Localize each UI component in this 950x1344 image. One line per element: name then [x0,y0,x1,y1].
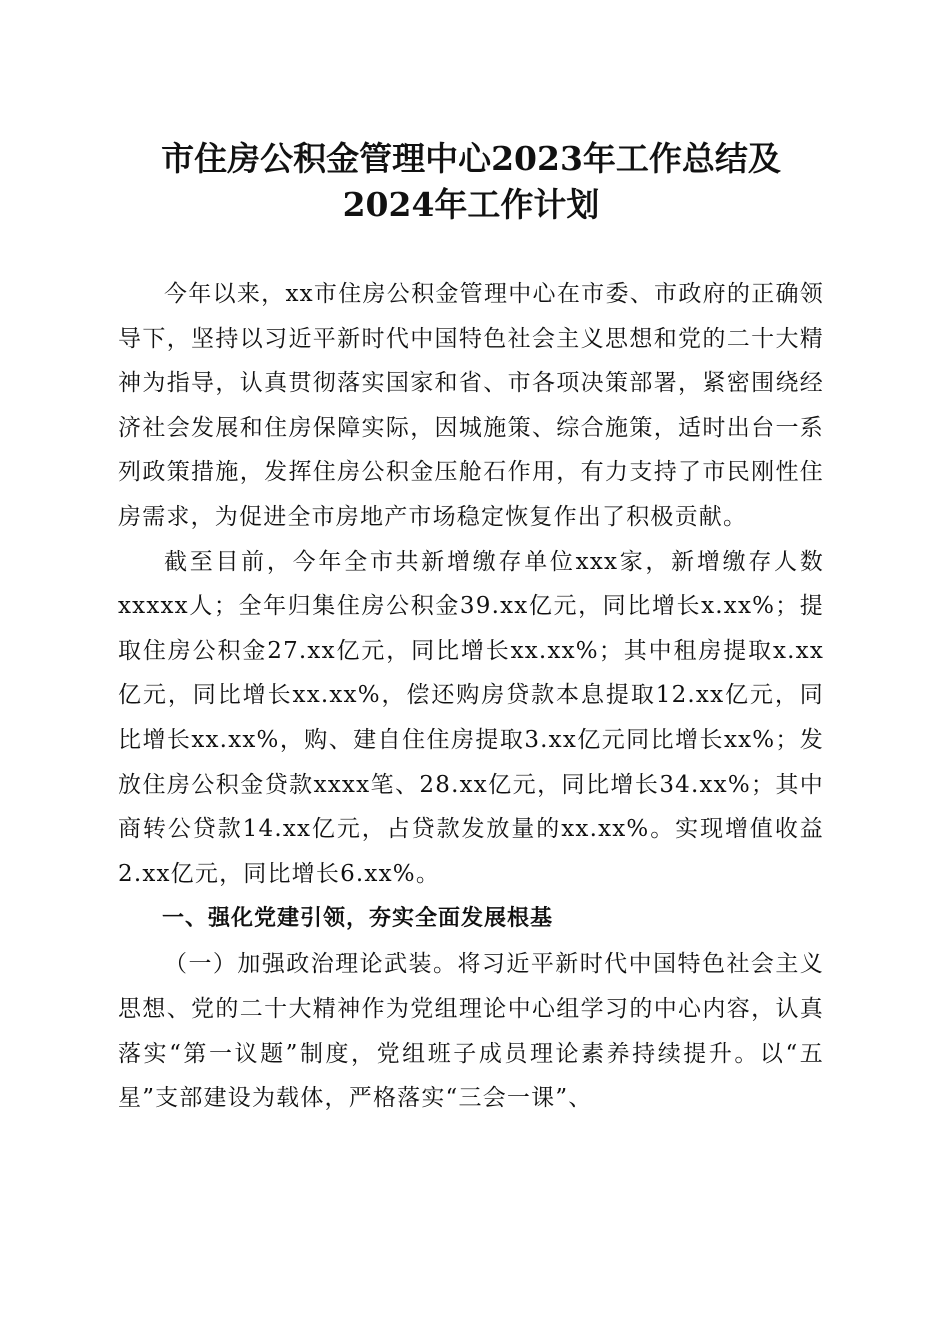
section-heading: 一、强化党建引领，夯实全面发展根基 [162,906,554,932]
subsection-paragraph [118,942,824,1120]
document-page [118,136,824,1121]
subsection-lead: （一）加强政治理论武装。 [164,951,458,978]
statistics-paragraph: 截至目前，今年全市共新增缴存单位xxx家，新增缴存人数xxxxx人；全年归集住房公积金39.xx亿元，同比增长x.xx%；提取住房公积金27.xx亿元，同比增长xx.xx%；其中租房提取x.xx亿元，同比增长xx.xx%，偿还购房贷款本息提取12.xx亿元，同比增长xx.xx%，购、建自住住房提取3.xx亿元同比增长xx%；发放住房公积金贷款xxxx笔、28.xx亿元，同比增长34.xx%；其中商转公贷款14.xx亿元，占贷款发放量的xx.xx%。实现增值收益2.xx亿元，同比增长6.xx%。 [118,548,824,887]
title-line-1: 市住房公积金管理中心2023年工作总结及 [161,139,781,178]
subsection-body: 将习近平新时代中国特色社会主义思想、党的二十大精神作为党组理论中心组学习的中心内容，认真落实“第一议题”制度，党组班子成员理论素养持续提升。以“五星”支部建设为载体，严格落实“三会一课”、 [118,951,825,1112]
title-line-2: 2024年工作计划 [342,185,600,224]
document-title [118,136,824,228]
intro-paragraph: 今年以来，xx市住房公积金管理中心在市委、市政府的正确领导下，坚持以习近平新时代中国特色社会主义思想和党的二十大精神为指导，认真贯彻落实国家和省、市各项决策部署，紧密围绕经济社会发展和住房保障实际，因城施策、综合施策，适时出台一系列政策措施，发挥住房公积金压舱石作用，有力支持了市民刚性住房需求，为促进全市房地产市场稳定恢复作出了积极贡献。 [118,281,824,530]
